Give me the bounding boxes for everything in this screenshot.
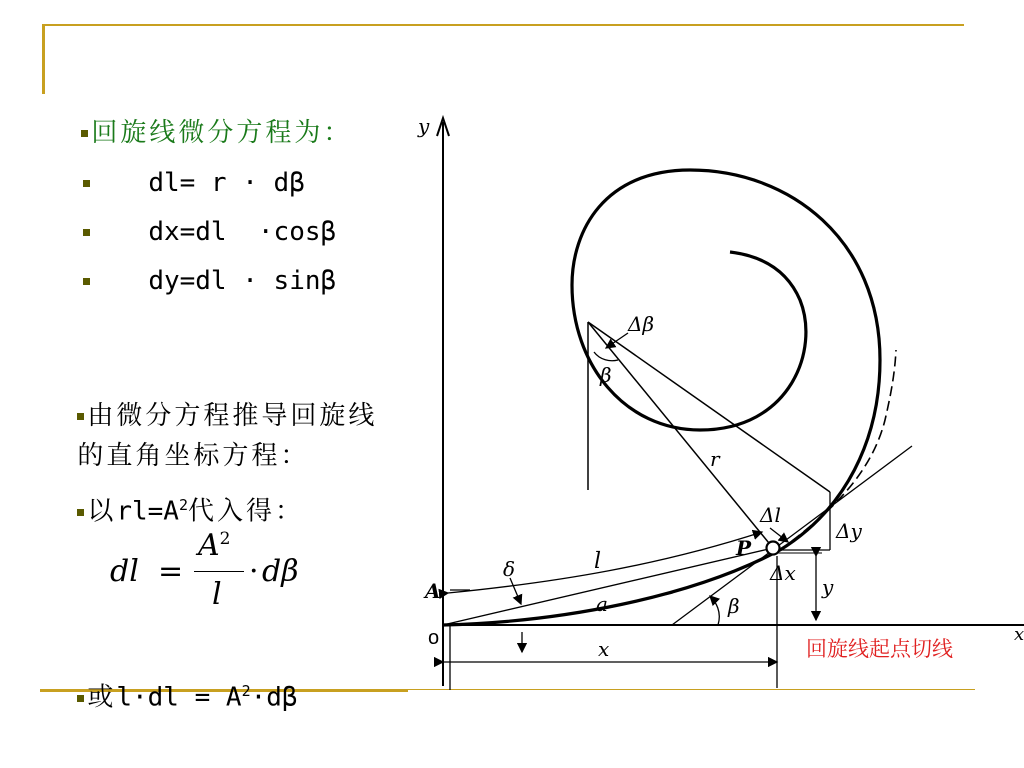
delta-l-arrow xyxy=(770,528,788,542)
tangent-caption: 回旋线起点切线 xyxy=(806,637,953,661)
derivation-line2: 的直角坐标方程： xyxy=(77,441,310,471)
label-P: P xyxy=(736,536,752,560)
substitution-line: 以$rl=A^2$代入得： xyxy=(46,454,304,529)
label-l: l xyxy=(594,549,602,574)
formula-lhs: dl xyxy=(110,554,139,589)
formula-denominator: l xyxy=(212,577,222,612)
formula-dot: · xyxy=(249,554,259,589)
axis-label-y: y xyxy=(418,114,430,138)
label-delta-x: Δx xyxy=(770,561,796,585)
beta-angle-arc xyxy=(710,596,719,625)
label-r: r xyxy=(710,447,720,471)
label-beta-bottom: β xyxy=(728,594,740,618)
delta-angle-arrow xyxy=(510,578,521,604)
label-A: A xyxy=(425,579,441,603)
label-beta-top: β xyxy=(600,363,612,387)
arc-l-arrow xyxy=(448,532,762,593)
axis-label-x: x xyxy=(1014,624,1024,645)
label-delta-l: Δl xyxy=(760,503,781,527)
equation-dl: dl= r · dβ xyxy=(52,132,305,200)
point-P xyxy=(767,542,780,555)
formula-rhs: dβ xyxy=(262,554,299,589)
delta-beta-arrow xyxy=(606,333,628,348)
label-delta: δ xyxy=(503,557,516,581)
derivation-line1: 由微分方程推导回旋线 xyxy=(46,365,377,433)
origin-label: o xyxy=(428,627,440,649)
tangent-line-at-P xyxy=(672,446,912,625)
formula-numerator: $A^2$ xyxy=(198,528,231,563)
section1-heading: 回旋线微分方程为： xyxy=(50,82,352,150)
radius-line-2 xyxy=(588,322,830,492)
label-x-dimension: x xyxy=(598,637,610,661)
label-a: a xyxy=(596,592,608,616)
equation-dx: dx=dl ·cosβ xyxy=(52,181,336,249)
label-delta-beta: Δβ xyxy=(628,312,655,336)
label-y-dimension: y xyxy=(822,575,834,599)
alternate-form-line: 或$l\cdot dl = A^2\cdot d\beta$ xyxy=(46,640,298,715)
label-delta-y: Δy xyxy=(836,519,862,543)
radius-line-r xyxy=(588,322,773,548)
formula-equals: = xyxy=(158,554,184,589)
equation-dy: dy=dl · sinβ xyxy=(52,230,336,298)
